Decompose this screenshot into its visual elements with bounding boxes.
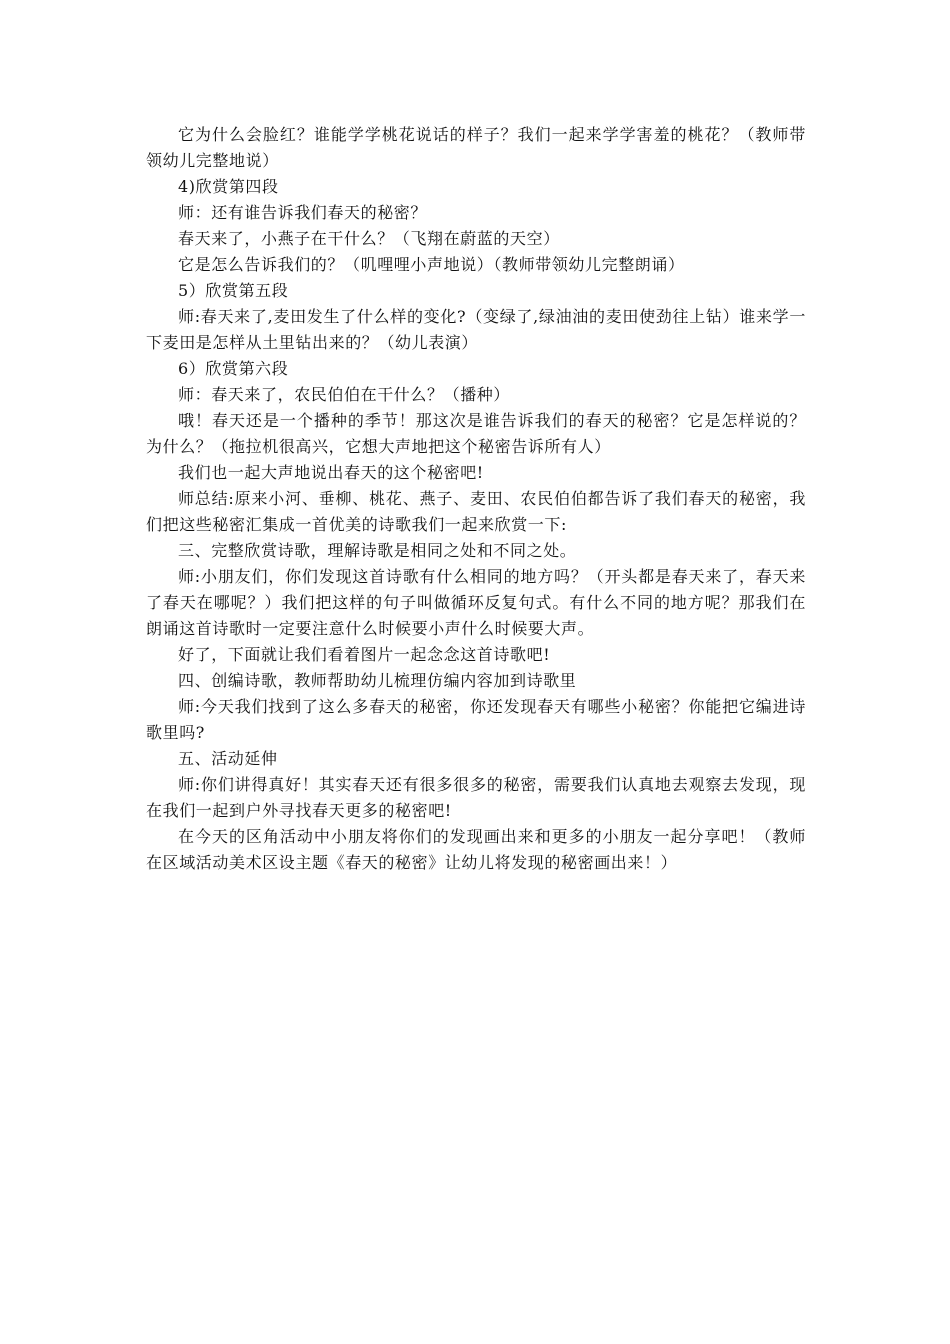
paragraph-read-together: 好了，下面就让我们看着图片一起念念这首诗歌吧! bbox=[178, 645, 551, 664]
paragraph-teacher-summary: 师总结:原来小河、垂柳、桃花、燕子、麦田、农民伯伯都告诉了我们春天的秘密，我们把这些秘密汇集成一首优美的诗歌我们一起来欣赏一下: bbox=[146, 489, 806, 534]
paragraph-farmer: 师：春天来了，农民伯伯在干什么？（播种） bbox=[178, 385, 511, 404]
heading-section-4: 4)欣赏第四段 bbox=[178, 177, 279, 196]
paragraph-wheat-field: 师:春天来了,麦田发生了什么样的变化?（变绿了,绿油油的麦田使劲往上钻）谁来学一下麦田是怎样从土里钻出来的？（幼儿表演） bbox=[146, 307, 806, 352]
paragraph-outdoor: 师:你们讲得真好！其实春天还有很多很多的秘密，需要我们认真地去观察去发现，现在我们一起到户外寻找春天更多的秘密吧! bbox=[146, 775, 806, 820]
paragraph-peach-blossom: 它为什么会脸红？谁能学学桃花说话的样子？我们一起来学学害羞的桃花？（教师带领幼儿完整地说） bbox=[146, 125, 806, 170]
paragraph-sowing-season: 哦！春天还是一个播种的季节！那这次是谁告诉我们的春天的秘密？它是怎样说的？为什么？（拖拉机很高兴，它想大声地把这个秘密告诉所有人） bbox=[146, 411, 806, 456]
heading-section-6: 6）欣赏第六段 bbox=[178, 359, 289, 378]
paragraph-corner-activity: 在今天的区角活动中小朋友将你们的发现画出来和更多的小朋友一起分享吧！（教师在区域活动美术区设主题《春天的秘密》让幼儿将发现的秘密画出来！） bbox=[146, 827, 806, 872]
heading-part-5: 五、活动延伸 bbox=[178, 749, 278, 768]
paragraph-create-poem: 师:今天我们找到了这么多春天的秘密，你还发现春天有哪些小秘密？你能把它编进诗歌里吗? bbox=[146, 697, 806, 742]
paragraph-swallow: 春天来了，小燕子在干什么？（飞翔在蔚蓝的天空） bbox=[178, 229, 560, 248]
heading-part-4: 四、创编诗歌，教师帮助幼儿梳理仿编内容加到诗歌里 bbox=[178, 671, 577, 690]
document-body bbox=[146, 122, 806, 876]
paragraph-say-loud: 我们也一起大声地说出春天的这个秘密吧! bbox=[178, 463, 484, 482]
paragraph-swallow-how: 它是怎么告诉我们的？（叽哩哩小声地说）（教师带领幼儿完整朗诵） bbox=[178, 255, 685, 274]
heading-part-3: 三、完整欣赏诗歌，理解诗歌是相同之处和不同之处。 bbox=[178, 541, 577, 560]
heading-section-5: 5）欣赏第五段 bbox=[178, 281, 289, 300]
paragraph-teacher-question: 师：还有谁告诉我们春天的秘密？ bbox=[178, 203, 428, 222]
paragraph-same-and-different: 师:小朋友们，你们发现这首诗歌有什么相同的地方吗？（开头都是春天来了，春天来了春天在哪呢？）我们把这样的句子叫做循环反复句式。有什么不同的地方呢？那我们在朗诵这首诗歌时一定要注意什么时候要小声什么时候要大声。 bbox=[146, 567, 806, 638]
